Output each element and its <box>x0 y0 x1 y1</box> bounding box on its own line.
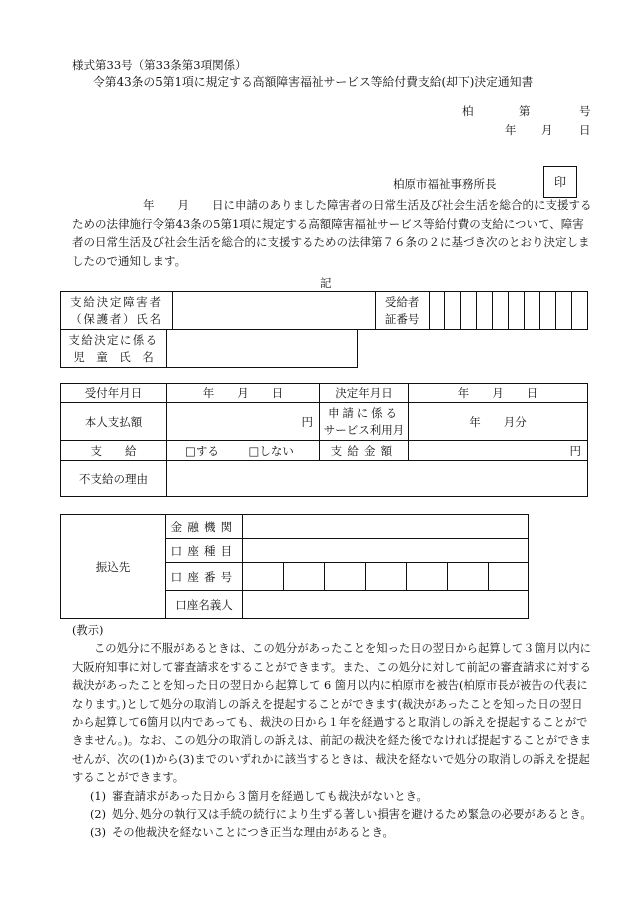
cert-label-line2: 証番号 <box>384 311 420 326</box>
account-holder-field[interactable] <box>243 591 529 619</box>
payment-amount-label: 支給金額 <box>320 441 409 461</box>
account-digit-3[interactable] <box>325 563 366 591</box>
service-month-value[interactable]: 年 月分 <box>409 403 588 441</box>
account-number-label: 口座番号 <box>166 563 243 591</box>
payment-yes-checkbox[interactable]: □する <box>185 443 219 458</box>
cert-digit-8[interactable] <box>540 292 556 330</box>
notes-item-2-num: (2) <box>90 808 107 822</box>
notes-item-1-text: 審査請求があった日から３箇月を経過しても裁決がないとき。 <box>112 789 428 803</box>
notes-item-3-num: (3) <box>90 826 107 840</box>
bank-field[interactable] <box>243 515 529 539</box>
cert-digit-3[interactable] <box>461 292 477 330</box>
decision-date-label: 決定年月日 <box>320 384 409 403</box>
date-day: 日 <box>579 123 591 137</box>
child-label-cell <box>61 330 167 368</box>
notes-item-2 <box>72 806 592 824</box>
self-pay-unit[interactable]: 円 <box>167 403 320 441</box>
date-month: 月 <box>541 123 553 137</box>
cert-label-line1: 受給者 <box>384 294 420 309</box>
transfer-destination-label: 振込先 <box>61 515 166 619</box>
doc-number-suffix: 号 <box>579 104 591 118</box>
account-type-label: 口座種目 <box>166 539 243 563</box>
cert-digit-9[interactable] <box>556 292 572 330</box>
nonpayment-reason-label: 不支給の理由 <box>61 461 167 497</box>
nonpayment-reason-field[interactable] <box>167 461 588 497</box>
cert-digit-1[interactable] <box>429 292 445 330</box>
notes-item-2-text: 処分､処分の執行又は手続の続行により生ずる著しい損害を避けるため緊急の必要があるとき。 <box>112 808 592 822</box>
cert-label-cell <box>375 292 429 330</box>
account-digit-1[interactable] <box>243 563 284 591</box>
decision-date-value[interactable]: 年 月 日 <box>409 384 588 403</box>
doc-number-prefix: 柏 <box>462 104 474 118</box>
account-type-field[interactable] <box>243 539 529 563</box>
service-month-label-line1: 申請に係る <box>328 405 400 420</box>
account-holder-label: 口座名義人 <box>166 591 243 619</box>
recipient-table <box>60 291 588 330</box>
notes-item-1-num: (1) <box>90 789 107 803</box>
payment-choice-cell <box>167 441 320 461</box>
receipt-date-label: 受付年月日 <box>61 384 167 403</box>
cert-digit-2[interactable] <box>445 292 461 330</box>
payment-table <box>60 383 588 497</box>
document-title: 令第43条の5第1項に規定する高額障害福祉サービス等給付費支給(却下)決定通知書 <box>93 75 534 89</box>
recipient-label-line2: （保護者）氏名 <box>70 311 163 326</box>
bank-transfer-table <box>60 514 529 619</box>
service-month-label-line2: サービス利用月 <box>323 422 405 437</box>
payment-label: 支 給 <box>61 441 167 461</box>
recipient-label-cell <box>61 292 173 330</box>
service-month-label-cell <box>320 403 409 441</box>
child-label-line1: 支給決定に係る <box>68 332 159 347</box>
recipient-name-field[interactable] <box>172 292 375 330</box>
cert-digit-4[interactable] <box>477 292 493 330</box>
child-label-line2: 児 童 氏 名 <box>73 349 154 364</box>
doc-number-mid: 第 <box>519 104 531 118</box>
account-digit-6[interactable] <box>448 563 489 591</box>
issuer-name: 柏原市福祉事務所長 <box>393 177 497 191</box>
cert-digit-6[interactable] <box>508 292 524 330</box>
cert-digit-5[interactable] <box>492 292 508 330</box>
cert-digit-7[interactable] <box>524 292 540 330</box>
account-digit-4[interactable] <box>366 563 407 591</box>
payment-no-checkbox[interactable]: □しない <box>248 443 294 458</box>
receipt-date-value[interactable]: 年 月 日 <box>167 384 320 403</box>
account-digit-2[interactable] <box>284 563 325 591</box>
notes-paragraph-text: この処分に不服があるときは、この処分があったことを知った日の翌日から起算して３箇月以内に大阪府知事に対して審査請求をすることができます。また、この処分に対して前記の審査請求に対する裁決があったことを知った日の翌日から起算して 6 箇月以内に柏原市を被告(柏原市長が被告の代表になります。)として処分の取消しの訴えを提起することができます(裁決があったことを知った日の翌日から起算して6箇月以内であっても、裁決の日から１年を経過すると取消しの訴えを提起することができません。)。なお、この処分の取消しの訴えは、前記の裁決を経た後でなければ提起することができませんが、次の(1)から(3)までのいずれかに該当するときは、裁決を経ないで処分の取消しの訴えを提起することができます。 <box>72 642 592 785</box>
account-digit-5[interactable] <box>407 563 448 591</box>
recipient-label-line1: 支給決定障害者 <box>70 294 163 309</box>
self-pay-label: 本人支払額 <box>61 403 167 441</box>
date-year: 年 <box>505 123 517 137</box>
child-table <box>60 329 358 368</box>
notes-item-3-text: その他裁決を経ないことにつき正当な理由があるとき。 <box>112 826 394 840</box>
notes-item-3 <box>72 824 592 842</box>
notes-paragraph <box>72 640 592 787</box>
notice-body-text: 年 月 日に申請のありました障害者の日常生活及び社会生活を総合的に支援するための法律施行令第43条の5第1項に規定する高額障害福祉サービス等給付費の支給について、障害者の日常生活及び社会生活を総合的に支援するための法律第７６条の２に基づき次のとおり決定しましたので通知します。 <box>72 198 592 268</box>
notes-item-1 <box>72 788 592 806</box>
cert-digit-10[interactable] <box>572 292 588 330</box>
form-number: 様式第33号（第33条第3項関係） <box>72 58 247 72</box>
seal-box: 印 <box>543 166 577 198</box>
notes-section <box>72 622 592 843</box>
child-name-field[interactable] <box>167 330 358 368</box>
ki-marker: 記 <box>320 276 332 290</box>
notice-body <box>72 196 592 270</box>
payment-amount-unit[interactable]: 円 <box>409 441 588 461</box>
notes-heading: (教示) <box>72 624 104 637</box>
bank-label: 金融機関 <box>166 515 243 539</box>
account-digit-7[interactable] <box>489 563 529 591</box>
